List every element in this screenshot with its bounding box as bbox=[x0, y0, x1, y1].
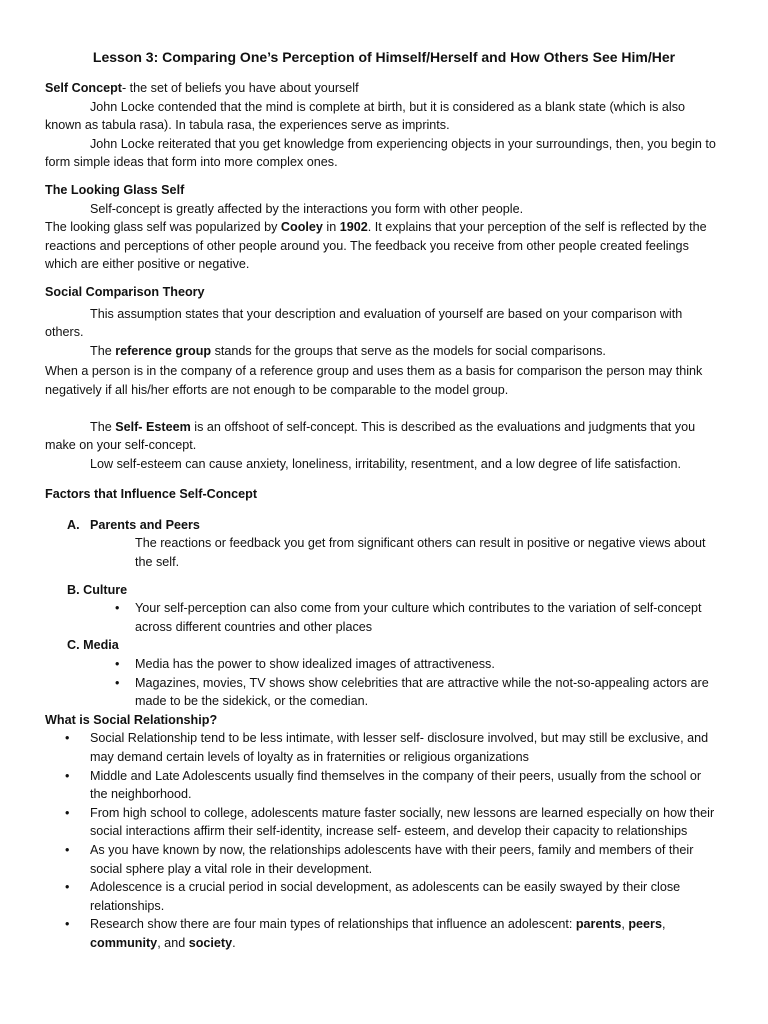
se-text-c: is an offshoot of self-concept. This is described as the evaluations and judgments that you make on your self-concept. bbox=[45, 419, 696, 453]
bullet-icon: • bbox=[65, 768, 70, 783]
rel-parents: parents bbox=[575, 917, 622, 932]
list-item bbox=[45, 599, 722, 636]
social-relationship-heading: What is Social Relationship? bbox=[45, 712, 218, 727]
factor-a-heading bbox=[67, 516, 722, 535]
rel-peers: peers bbox=[628, 917, 662, 932]
low-self-esteem-paragraph: Low self-esteem can cause anxiety, loneliness, irritability, resentment, and a low degree of life satisfaction. bbox=[90, 456, 682, 471]
document-body bbox=[45, 79, 722, 953]
factor-c-list bbox=[45, 655, 722, 711]
rel-and: , and bbox=[157, 935, 189, 950]
se-term: Self- Esteem bbox=[115, 419, 191, 434]
looking-glass-paragraph-2 bbox=[45, 218, 722, 274]
social-comparison-paragraph-3: When a person is in the company of a reference group and uses them as a basis for comparison the person may think negatively if all his/her efforts are not enough to be comparable to the model group. bbox=[45, 364, 703, 397]
rel-community: community bbox=[90, 935, 158, 950]
bullet-icon: • bbox=[65, 917, 70, 932]
social-comparison-paragraph-1: This assumption states that your description and evaluation of yourself are based on your comparison with others. bbox=[45, 306, 683, 340]
lg-cooley: Cooley bbox=[280, 220, 323, 235]
list-item bbox=[45, 915, 722, 952]
self-esteem-paragraph bbox=[45, 418, 722, 455]
rg-text-c: stands for the groups that serve as the models for social comparisons. bbox=[211, 343, 606, 358]
rel-comma-1: , bbox=[621, 917, 629, 932]
list-item bbox=[45, 804, 722, 841]
rel-text-a: Research show there are four main types of relationships that influence an adolescent: bbox=[90, 917, 576, 932]
list-item bbox=[45, 729, 722, 766]
looking-glass-heading: The Looking Glass Self bbox=[45, 182, 185, 197]
lg-text-a: The looking glass self was popularized by bbox=[45, 220, 281, 235]
reference-group-paragraph bbox=[45, 342, 722, 361]
list-item-text: Magazines, movies, TV shows show celebrities that are attractive while the not-so-appealing actors are made to be the sidekick, or the comedian. bbox=[135, 675, 709, 709]
self-concept-term: Self Concept bbox=[45, 81, 122, 95]
social-comparison-heading: Social Comparison Theory bbox=[45, 284, 205, 299]
locke-paragraph-2: John Locke reiterated that you get knowledge from experiencing objects in your surroundings, then, you begin to form simple ideas that form into more complex ones. bbox=[45, 136, 716, 170]
list-item bbox=[45, 841, 722, 878]
se-text-a: The bbox=[90, 419, 116, 434]
bullet-icon: • bbox=[65, 731, 70, 746]
list-item-text: Adolescence is a crucial period in social development, as adolescents can be easily swayed by their close relationships. bbox=[90, 880, 681, 913]
rg-term: reference group bbox=[115, 343, 212, 358]
list-item-text: From high school to college, adolescents mature faster socially, new lessons are learned especially on how their social interactions affirm their self-identity, increase self- esteem, and develop their capacity to relationships bbox=[90, 805, 715, 839]
self-concept-definition bbox=[45, 79, 722, 98]
list-item-text: Middle and Late Adolescents usually find themselves in the company of their peers, usually from the school or the neighborhood. bbox=[90, 768, 702, 802]
self-concept-def-text: - the set of beliefs you have about yourself bbox=[121, 81, 359, 95]
list-item bbox=[45, 674, 722, 711]
factor-a-title: Parents and Peers bbox=[90, 517, 200, 532]
locke-paragraph-1: John Locke contended that the mind is complete at birth, but it is considered as a blank state (which is also known as tabula rasa). In tabula rasa, the experiences serve as imprints. bbox=[45, 99, 686, 133]
rel-society: society bbox=[188, 935, 233, 950]
bullet-icon: • bbox=[65, 880, 70, 895]
looking-glass-paragraph-1: Self-concept is greatly affected by the interactions you form with other people. bbox=[90, 201, 524, 216]
bullet-icon: • bbox=[115, 675, 120, 690]
list-item bbox=[45, 655, 722, 674]
factor-a-text: The reactions or feedback you get from significant others can result in positive or negative views about the self. bbox=[135, 536, 706, 570]
bullet-icon: • bbox=[115, 657, 120, 672]
rel-comma-2: , bbox=[661, 917, 666, 932]
social-relationship-list bbox=[45, 729, 722, 952]
page-title: Lesson 3: Comparing One’s Perception of Himself/Herself and How Others See Him/Her bbox=[92, 49, 676, 65]
factor-b-heading: B. Culture bbox=[67, 582, 128, 597]
list-item bbox=[45, 878, 722, 915]
list-item-text: Social Relationship tend to be less intimate, with lesser self- disclosure involved, but may still be exclusive, and may demand certain levels of loyalty as in fraternities or religious organizations bbox=[90, 731, 709, 764]
factor-a-letter: A. bbox=[67, 517, 80, 532]
rel-period: . bbox=[232, 935, 236, 950]
factor-c-heading: C. Media bbox=[67, 638, 119, 653]
bullet-icon: • bbox=[65, 805, 70, 820]
lg-text-c: in bbox=[322, 220, 340, 235]
list-item bbox=[45, 767, 722, 804]
rg-text-a: The bbox=[90, 343, 116, 358]
lg-text-e: . It explains that your perception of the self is reflected by the reactions and perceptions of other people around you. The feedback you receive from other people created feelings which are either positive or negative. bbox=[45, 220, 707, 272]
bullet-icon: • bbox=[65, 842, 70, 857]
factor-b-list bbox=[45, 599, 722, 636]
factors-heading: Factors that Influence Self-Concept bbox=[45, 487, 258, 502]
bullet-icon: • bbox=[115, 601, 120, 616]
lg-year: 1902 bbox=[339, 220, 368, 235]
list-item-text: Media has the power to show idealized images of attractiveness. bbox=[135, 657, 495, 672]
list-item-text: Your self-perception can also come from your culture which contributes to the variation of self-concept across different countries and other places bbox=[135, 601, 702, 634]
list-item-text: As you have known by now, the relationships adolescents have with their peers, family and members of their social sphere play a vital role in their development. bbox=[90, 842, 694, 876]
